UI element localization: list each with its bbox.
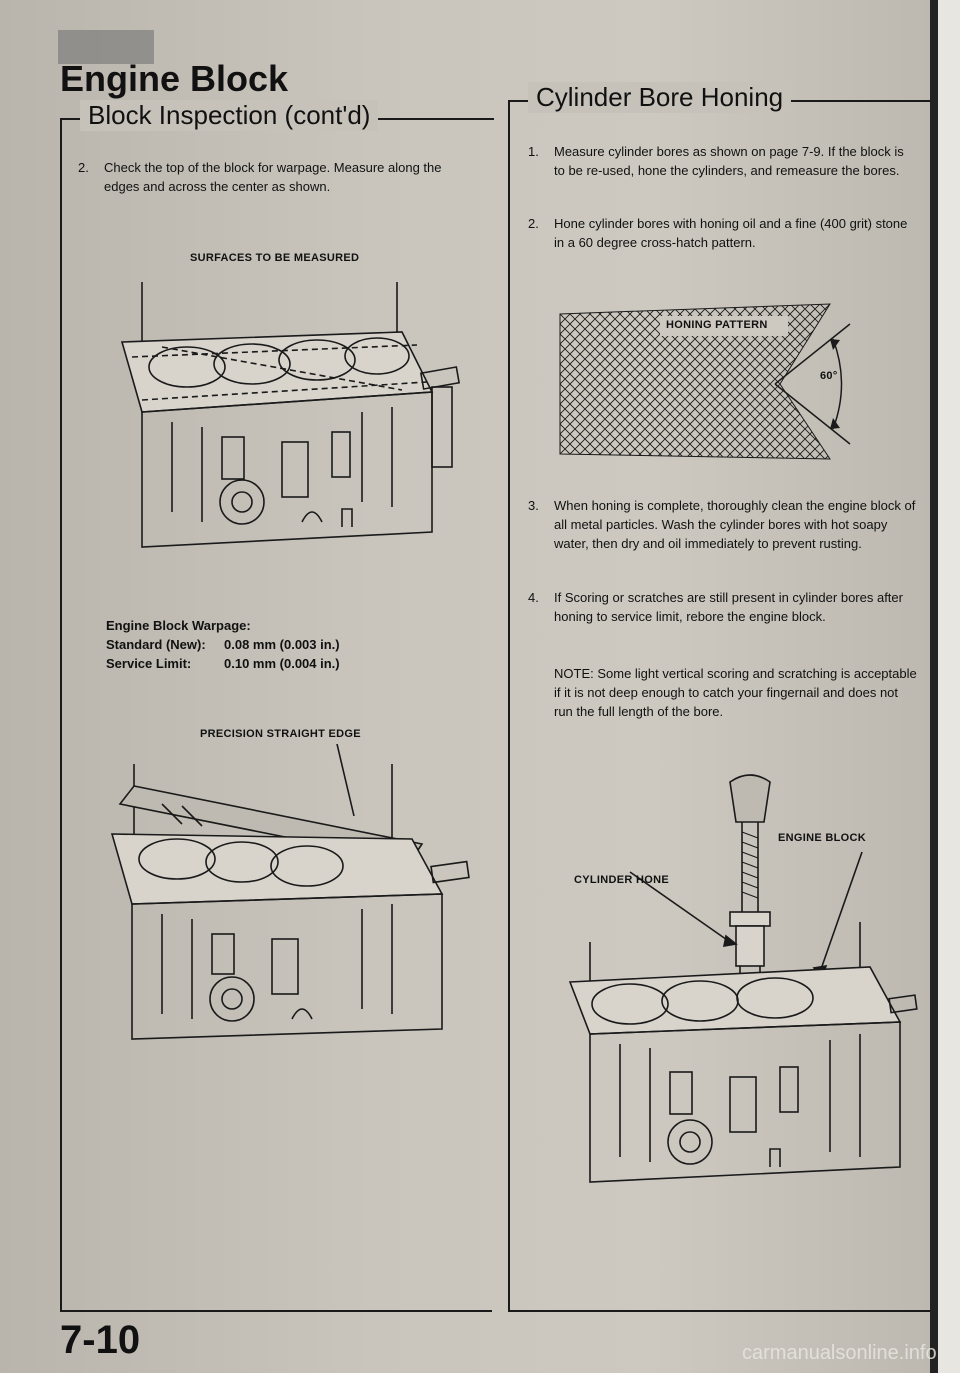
engine-block-figure-measure xyxy=(102,272,472,552)
honing-step-1 xyxy=(528,142,918,180)
adjacent-page-edge xyxy=(930,0,960,1373)
spec-standard-label: Standard (New): xyxy=(106,637,206,652)
page-title: Engine Block xyxy=(60,58,289,99)
cylinder-hone-label: CYLINDER HONE xyxy=(574,874,669,886)
spec-title: Engine Block Warpage: xyxy=(106,618,251,633)
step-text: Hone cylinder bores with honing oil and a fine (400 grit) stone in a 60 degree cross-hatch pattern. xyxy=(554,216,908,250)
cylinder-bore-honing-section xyxy=(508,82,930,1312)
step-text: Check the top of the block for warpage. Measure along the edges and across the center as shown. xyxy=(104,160,442,194)
engine-block-figure-straight-edge xyxy=(92,744,472,1044)
block-inspection-section xyxy=(60,100,492,1312)
step-number: 2. xyxy=(78,160,89,175)
page-number: 7-10 xyxy=(60,1318,141,1362)
spec-standard-value: 0.08 mm (0.003 in.) xyxy=(224,637,340,652)
watermark: carmanualsonline.info xyxy=(742,1342,937,1364)
honing-step-4 xyxy=(528,588,918,626)
honing-step-3 xyxy=(528,496,918,553)
angle-label: 60° xyxy=(820,370,838,382)
honing-step-2 xyxy=(528,214,918,252)
heading-rule xyxy=(362,118,494,120)
step-text: Measure cylinder bores as shown on page 7-9. If the block is to be re-used, hone the cylinders, and remeasure the bores. xyxy=(554,144,904,178)
block-inspection-heading: Block Inspection (cont'd) xyxy=(80,100,378,131)
note-text: NOTE: Some light vertical scoring and scratching is acceptable if it is not deep enough to catch your fingernail and does not run the full length of the bore. xyxy=(554,666,917,719)
step-text: When honing is complete, thoroughly clean the engine block of all metal particles. Wash the cylinder bores with hot soapy water, then dry and oil immediately to prevent rusting. xyxy=(554,498,916,551)
spec-limit-label: Service Limit: xyxy=(106,656,192,671)
step-text: If Scoring or scratches are still present in cylinder bores after honing to service limit, rebore the engine block. xyxy=(554,590,903,624)
honing-pattern-label: HONING PATTERN xyxy=(666,319,768,331)
spec-limit-value: 0.10 mm (0.004 in.) xyxy=(224,656,340,671)
warpage-spec xyxy=(106,616,486,673)
honing-note xyxy=(528,664,918,721)
engine-block-label: ENGINE BLOCK xyxy=(778,832,866,844)
step-number: 4. xyxy=(528,590,539,605)
step-number: 3. xyxy=(528,498,539,513)
honing-heading: Cylinder Bore Honing xyxy=(528,82,791,113)
straight-edge-label: PRECISION STRAIGHT EDGE xyxy=(200,728,361,740)
page-gutter xyxy=(930,0,938,1373)
step-2-warpage xyxy=(78,158,468,196)
step-number: 1. xyxy=(528,144,539,159)
surfaces-label: SURFACES TO BE MEASURED xyxy=(190,252,360,264)
step-number: 2. xyxy=(528,216,539,231)
